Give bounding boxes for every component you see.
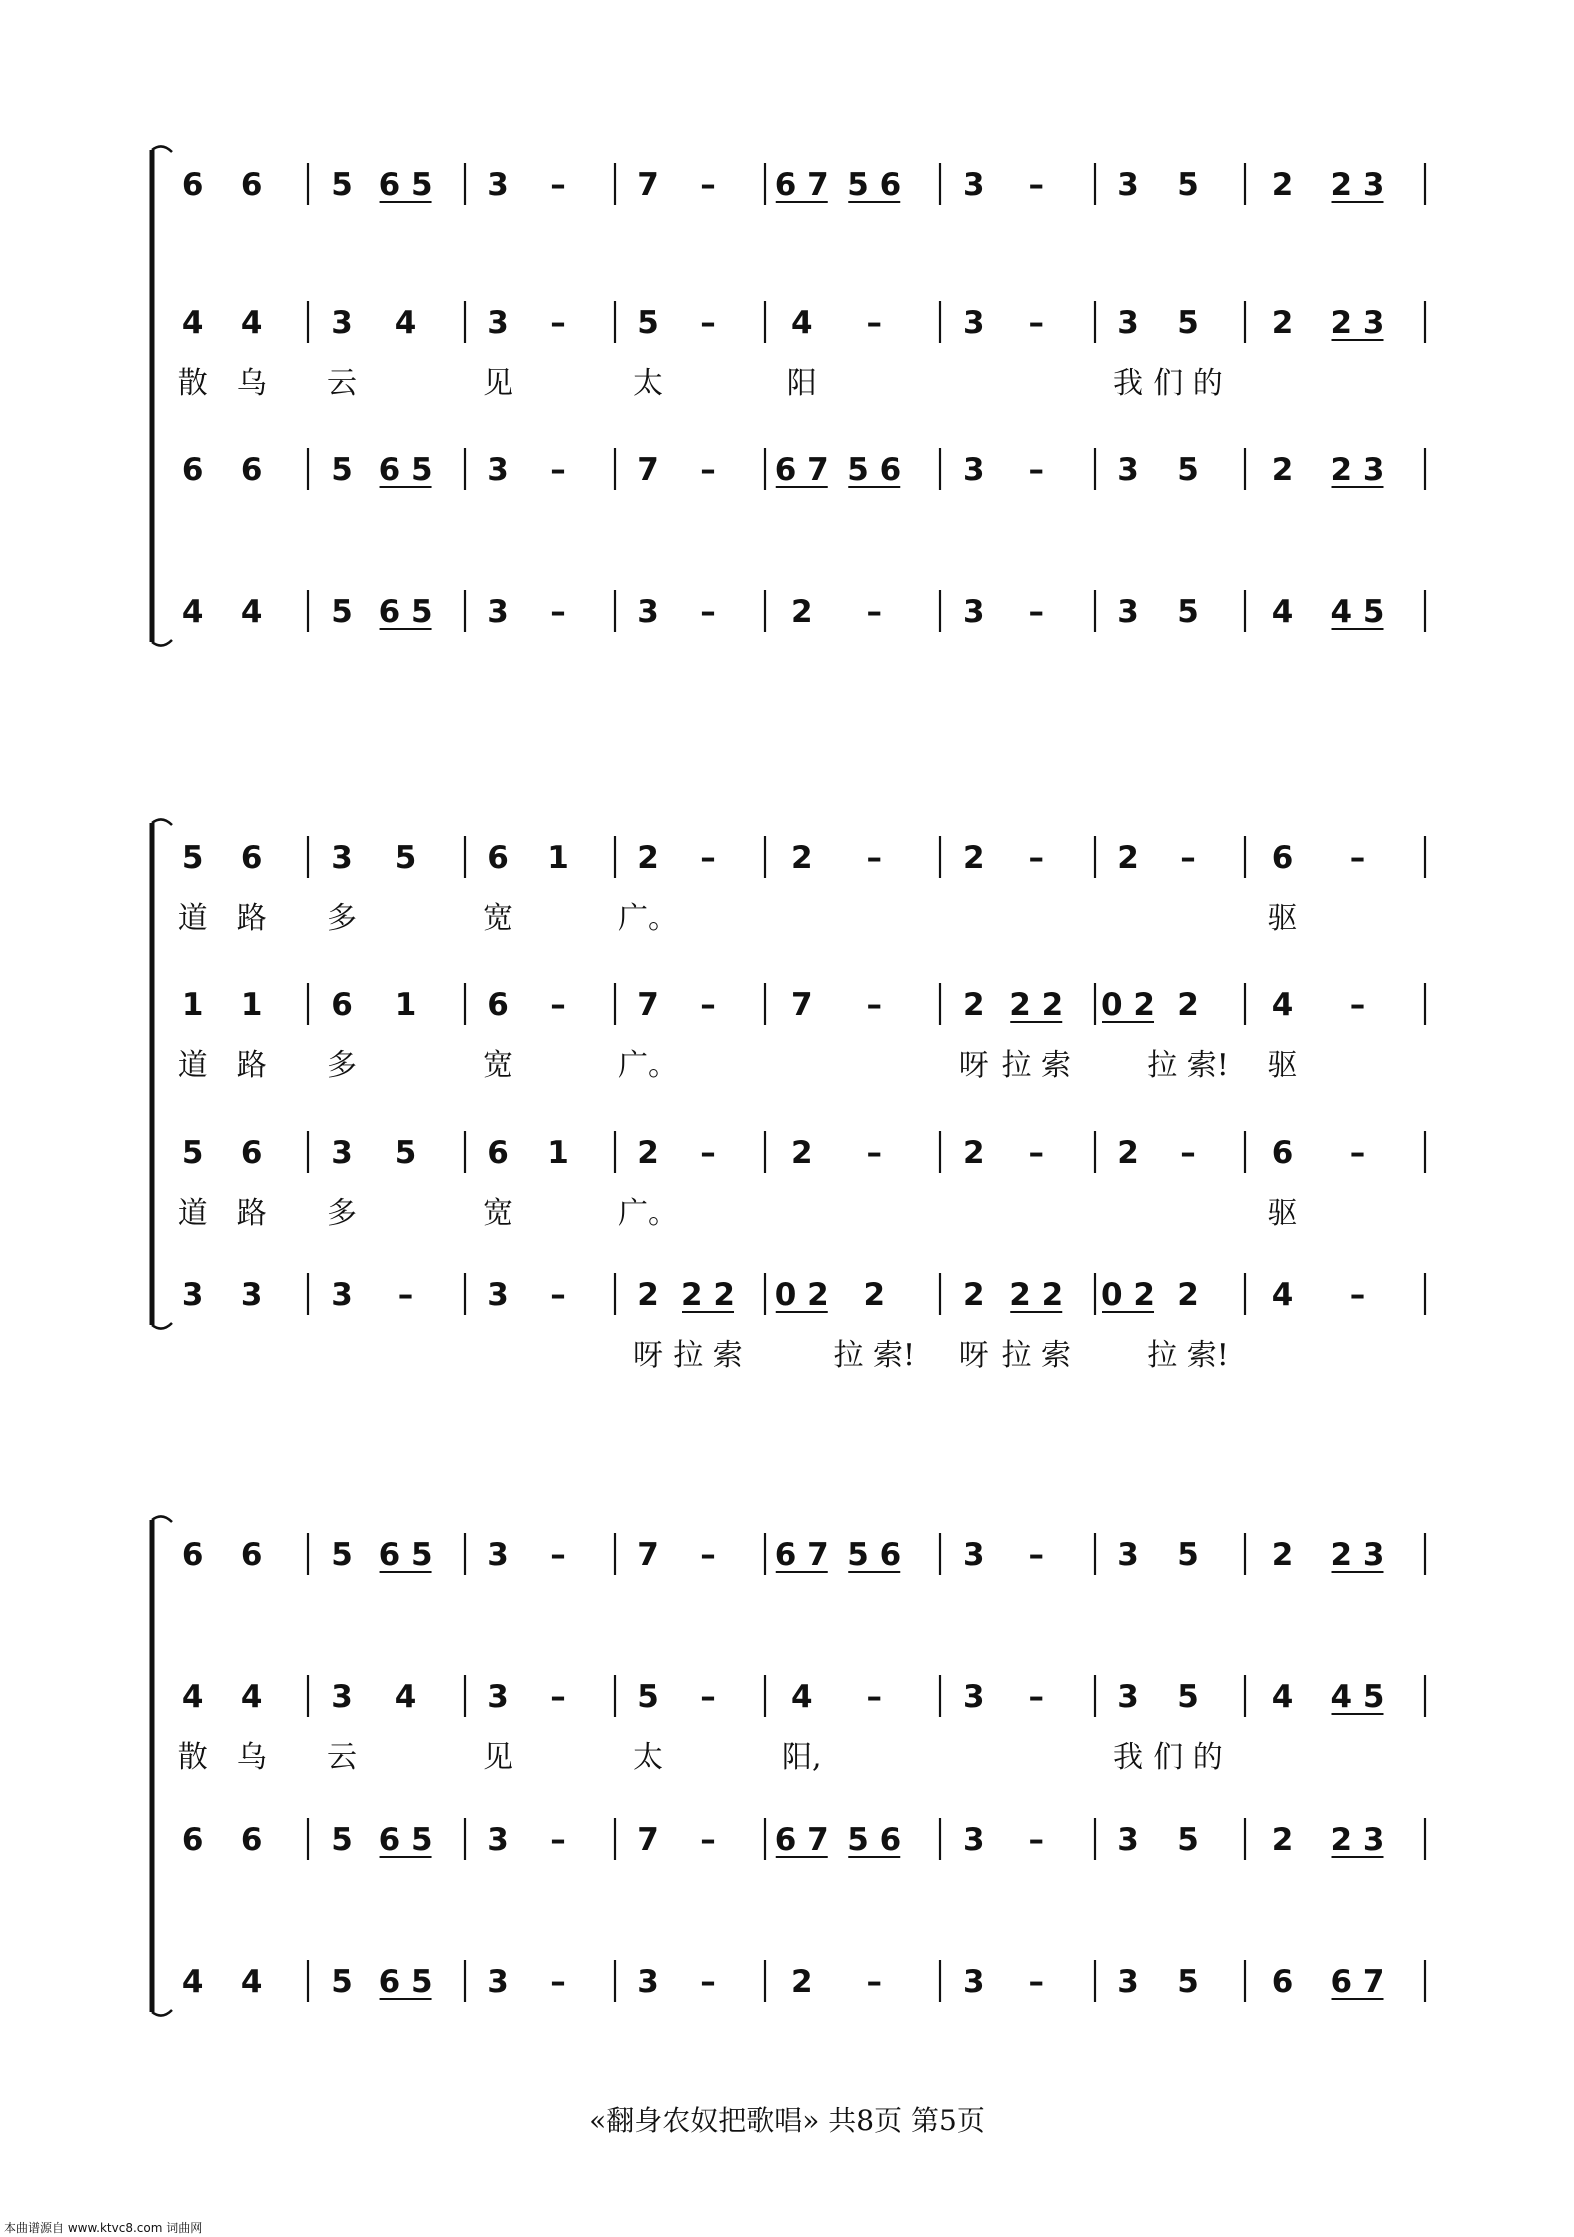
note-beat: 4 <box>394 1679 417 1715</box>
lyric-syllable: 多 <box>327 901 358 936</box>
note-beat: 3 <box>962 1537 985 1573</box>
note-beat: – <box>1028 452 1044 488</box>
note-beat: 6 <box>240 1537 263 1573</box>
note-beat: – <box>1028 1822 1044 1858</box>
note-beat: 2 <box>962 1135 985 1171</box>
note-beat: – <box>1349 987 1366 1023</box>
note-beat: 6 7 <box>774 1537 829 1573</box>
note-beat: – <box>550 452 566 488</box>
note-beat: 5 <box>1177 1964 1199 2000</box>
bracket-hook-bottom <box>152 1323 172 1329</box>
note-beat: 6 <box>240 167 263 203</box>
staff-4 <box>182 590 1425 632</box>
lyric-syllable: 道 <box>177 1048 208 1083</box>
note-beat: 2 3 <box>1330 167 1385 203</box>
note-beat: – <box>550 987 566 1023</box>
lyric-syllable: 乌 <box>236 1740 267 1775</box>
note-beat: – <box>866 305 882 341</box>
note-beat: 6 <box>1271 1135 1294 1171</box>
note-beat: 3 <box>487 1679 509 1715</box>
note-beat: – <box>700 840 716 876</box>
note-beat: – <box>700 1679 716 1715</box>
staff-1 <box>178 836 1425 936</box>
lyric-syllable: 呀 <box>958 1048 989 1083</box>
note-beat: 6 5 <box>378 1964 433 2000</box>
note-beat: – <box>700 452 716 488</box>
lyric-syllable: 乌 <box>236 366 267 401</box>
note-beat: 6 <box>1271 1964 1294 2000</box>
note-beat: 2 3 <box>1330 452 1385 488</box>
note-beat: 3 <box>181 1277 204 1313</box>
note-beat: 2 3 <box>1330 1822 1385 1858</box>
note-beat: – <box>1028 1537 1044 1573</box>
lyric-syllable: 广。 <box>618 901 678 936</box>
note-beat: 6 <box>240 1135 263 1171</box>
note-beat: 3 <box>962 305 985 341</box>
note-beat: 3 <box>1117 1822 1139 1858</box>
note-beat: 5 <box>331 1964 353 2000</box>
lyric-syllable: 拉 索 <box>1001 1048 1072 1083</box>
staff-4 <box>182 1273 1425 1373</box>
note-beat: 2 <box>790 594 813 630</box>
note-beat: 5 <box>637 305 659 341</box>
lyric-syllable: 呀 <box>633 1338 663 1373</box>
note-beat: 7 <box>637 167 659 203</box>
note-beat: 6 5 <box>378 1537 433 1573</box>
note-beat: – <box>866 987 882 1023</box>
note-beat: 3 <box>962 1822 985 1858</box>
note-beat: 4 <box>181 594 204 630</box>
staff-2 <box>178 301 1425 401</box>
note-beat: 4 <box>1271 594 1294 630</box>
staff-3 <box>182 1818 1425 1860</box>
note-beat: 5 6 <box>847 452 902 488</box>
note-beat: – <box>866 1135 882 1171</box>
note-beat: 3 <box>331 305 353 341</box>
note-beat: 2 <box>962 1277 985 1313</box>
staff-2 <box>178 983 1425 1083</box>
note-beat: 2 <box>962 840 985 876</box>
note-beat: 3 <box>331 840 353 876</box>
note-beat: 1 <box>547 1135 569 1171</box>
lyric-syllable: 散 <box>177 366 208 401</box>
note-beat: 4 5 <box>1330 594 1385 630</box>
lyric-syllable: 呀 <box>958 1338 989 1373</box>
note-beat: 6 5 <box>378 452 433 488</box>
note-beat: 3 <box>487 167 509 203</box>
lyric-syllable: 我 <box>1113 1740 1143 1775</box>
note-beat: 2 <box>863 1277 886 1313</box>
note-beat: 0 2 <box>1101 987 1155 1023</box>
staff-4 <box>182 1960 1425 2002</box>
note-beat: 2 <box>637 1135 659 1171</box>
note-beat: 4 <box>1271 987 1294 1023</box>
note-beat: 3 <box>1117 305 1139 341</box>
bracket-hook-top <box>152 146 172 152</box>
note-beat: 2 <box>790 840 813 876</box>
note-beat: 5 6 <box>847 1822 902 1858</box>
note-beat: 5 <box>394 840 417 876</box>
lyric-syllable: 道 <box>177 1196 208 1231</box>
note-beat: 5 <box>1177 452 1199 488</box>
note-beat: 5 <box>331 1822 353 1858</box>
note-beat: 3 <box>487 594 509 630</box>
note-beat: 5 <box>1177 1822 1199 1858</box>
note-beat: 3 <box>240 1277 263 1313</box>
bracket-hook-top <box>152 1516 172 1522</box>
note-beat: – <box>550 167 566 203</box>
note-beat: 5 <box>1177 305 1199 341</box>
note-beat: 6 <box>1271 840 1294 876</box>
note-beat: 5 6 <box>847 1537 902 1573</box>
note-beat: 4 <box>240 1679 263 1715</box>
lyric-syllable: 广。 <box>618 1196 678 1231</box>
note-beat: – <box>550 1679 566 1715</box>
note-beat: 3 <box>962 1964 985 2000</box>
note-beat: 0 2 <box>774 1277 829 1313</box>
note-beat: 6 <box>487 987 509 1023</box>
note-beat: 3 <box>487 1822 509 1858</box>
note-beat: 6 5 <box>378 594 433 630</box>
lyric-syllable: 散 <box>177 1740 208 1775</box>
note-beat: – <box>550 305 566 341</box>
note-beat: 4 <box>394 305 417 341</box>
note-beat: 6 <box>487 1135 509 1171</box>
note-beat: 5 <box>331 1537 353 1573</box>
note-beat: – <box>550 1537 566 1573</box>
note-beat: 5 <box>1177 1537 1199 1573</box>
note-beat: – <box>1349 840 1366 876</box>
note-beat: 6 7 <box>774 167 829 203</box>
note-beat: 1 <box>181 987 204 1023</box>
note-beat: 7 <box>637 452 659 488</box>
note-beat: 1 <box>547 840 569 876</box>
bracket-hook-top <box>152 819 172 825</box>
note-beat: 6 <box>181 167 204 203</box>
lyric-syllable: 云 <box>327 366 358 401</box>
note-beat: 4 <box>790 305 813 341</box>
lyric-syllable: 我 <box>1113 366 1143 401</box>
note-beat: – <box>700 594 716 630</box>
lyric-syllable: 多 <box>327 1048 358 1083</box>
note-beat: – <box>866 1679 882 1715</box>
note-beat: 5 <box>181 840 204 876</box>
note-beat: 5 <box>1177 1679 1199 1715</box>
note-beat: 5 <box>331 594 353 630</box>
note-beat: 2 <box>1271 452 1294 488</box>
lyric-syllable: 阳, <box>781 1740 822 1775</box>
staff-3 <box>182 448 1425 490</box>
note-beat: 4 <box>181 1679 204 1715</box>
note-beat: 3 <box>487 452 509 488</box>
note-beat: 7 <box>637 987 659 1023</box>
note-beat: 3 <box>962 594 985 630</box>
lyric-syllable: 路 <box>236 901 267 936</box>
bracket-hook-bottom <box>152 640 172 646</box>
note-beat: 6 <box>487 840 509 876</box>
note-beat: 2 3 <box>1330 1537 1385 1573</box>
note-beat: 5 <box>1177 594 1199 630</box>
note-beat: – <box>550 1277 566 1313</box>
lyric-syllable: 太 <box>633 1740 663 1775</box>
note-beat: 2 <box>1117 840 1139 876</box>
note-beat: 6 5 <box>378 167 433 203</box>
note-beat: 2 2 <box>681 1277 735 1313</box>
system-1 <box>152 146 1425 645</box>
note-beat: 3 <box>1117 452 1139 488</box>
note-beat: 2 <box>1271 1822 1294 1858</box>
note-beat: 2 3 <box>1330 305 1385 341</box>
lyric-syllable: 广。 <box>618 1048 678 1083</box>
note-beat: 2 <box>637 840 659 876</box>
note-beat: 6 5 <box>378 1822 433 1858</box>
lyric-syllable: 驱 <box>1267 901 1298 936</box>
staff-1 <box>182 1533 1425 1575</box>
note-beat: – <box>866 1964 882 2000</box>
note-beat: 4 <box>181 305 204 341</box>
note-beat: – <box>1028 840 1044 876</box>
lyric-syllable: 路 <box>236 1196 267 1231</box>
note-beat: 2 <box>1271 167 1294 203</box>
note-beat: 7 <box>637 1822 659 1858</box>
note-beat: – <box>700 1822 716 1858</box>
note-beat: 4 <box>181 1964 204 2000</box>
system-3 <box>152 1516 1425 2015</box>
staff-3 <box>178 1131 1425 1231</box>
note-beat: 6 <box>181 452 204 488</box>
lyric-syllable: 多 <box>327 1196 358 1231</box>
note-beat: 5 <box>331 167 353 203</box>
note-beat: 5 <box>637 1679 659 1715</box>
note-beat: 1 <box>394 987 417 1023</box>
lyric-syllable: 宽 <box>483 1196 513 1231</box>
note-beat: – <box>1028 167 1044 203</box>
note-beat: 2 <box>637 1277 659 1313</box>
note-beat: 3 <box>487 305 509 341</box>
note-beat: 5 <box>181 1135 204 1171</box>
note-beat: 4 <box>1271 1679 1294 1715</box>
note-beat: – <box>866 840 882 876</box>
note-beat: 5 <box>331 452 353 488</box>
note-beat: 2 <box>790 1964 813 2000</box>
lyric-syllable: 驱 <box>1267 1048 1298 1083</box>
note-beat: 4 <box>240 1964 263 2000</box>
note-beat: 3 <box>637 594 659 630</box>
note-beat: – <box>700 987 716 1023</box>
note-beat: 6 <box>240 1822 263 1858</box>
note-beat: 0 2 <box>1101 1277 1155 1313</box>
note-beat: 3 <box>1117 594 1139 630</box>
note-beat: 3 <box>331 1277 353 1313</box>
note-beat: 6 <box>240 840 263 876</box>
note-beat: 4 <box>1271 1277 1294 1313</box>
note-beat: 3 <box>962 1679 985 1715</box>
note-beat: 3 <box>637 1964 659 2000</box>
note-beat: 4 <box>240 305 263 341</box>
lyric-syllable: 驱 <box>1267 1196 1298 1231</box>
note-beat: 3 <box>331 1135 353 1171</box>
note-beat: 6 7 <box>1330 1964 1385 2000</box>
lyric-syllable: 宽 <box>483 901 513 936</box>
note-beat: 6 7 <box>774 1822 829 1858</box>
lyric-syllable: 太 <box>633 366 663 401</box>
note-beat: 6 <box>331 987 353 1023</box>
note-beat: 5 <box>394 1135 417 1171</box>
bracket-hook-bottom <box>152 2010 172 2016</box>
lyric-syllable: 宽 <box>483 1048 513 1083</box>
source-credit: 本曲谱源自 www.ktvc8.com 词曲网 <box>4 2221 203 2235</box>
note-beat: – <box>866 594 882 630</box>
note-beat: 3 <box>1117 1964 1139 2000</box>
note-beat: – <box>1180 840 1196 876</box>
note-beat: 2 <box>1271 305 1294 341</box>
note-beat: 3 <box>962 452 985 488</box>
lyric-syllable: 拉 索! <box>1147 1048 1229 1083</box>
staff-2 <box>178 1675 1425 1775</box>
note-beat: 2 <box>1117 1135 1139 1171</box>
note-beat: 3 <box>487 1537 509 1573</box>
note-beat: – <box>700 167 716 203</box>
note-beat: 2 2 <box>1009 987 1064 1023</box>
note-beat: 6 <box>181 1822 204 1858</box>
note-beat: – <box>550 1822 566 1858</box>
note-beat: – <box>1349 1135 1366 1171</box>
lyric-syllable: 见 <box>483 366 513 401</box>
note-beat: – <box>700 1135 716 1171</box>
note-beat: 2 2 <box>1009 1277 1064 1313</box>
note-beat: 5 6 <box>847 167 902 203</box>
note-beat: 2 <box>1177 1277 1199 1313</box>
lyric-syllable: 拉 索! <box>833 1338 916 1373</box>
lyric-syllable: 们 的 <box>1153 366 1223 401</box>
staff-1 <box>182 163 1425 205</box>
note-beat: 2 <box>1271 1537 1294 1573</box>
system-2 <box>152 819 1425 1373</box>
note-beat: – <box>1180 1135 1196 1171</box>
note-beat: 2 <box>790 1135 813 1171</box>
note-beat: – <box>1349 1277 1366 1313</box>
note-beat: – <box>700 1537 716 1573</box>
note-beat: 3 <box>331 1679 353 1715</box>
note-beat: 1 <box>240 987 263 1023</box>
page-footer: «翻身农奴把歌唱» 共8页 第5页 <box>589 2104 985 2137</box>
note-beat: – <box>1028 1964 1044 2000</box>
note-beat: 4 <box>240 594 263 630</box>
note-beat: 7 <box>790 987 813 1023</box>
lyric-syllable: 们 的 <box>1153 1740 1223 1775</box>
note-beat: 3 <box>1117 1679 1139 1715</box>
note-beat: – <box>700 1964 716 2000</box>
note-beat: 2 <box>962 987 985 1023</box>
lyric-syllable: 路 <box>236 1048 267 1083</box>
note-beat: – <box>550 594 566 630</box>
note-beat: – <box>1028 1679 1044 1715</box>
note-beat: 7 <box>637 1537 659 1573</box>
note-beat: 3 <box>1117 1537 1139 1573</box>
lyric-syllable: 云 <box>327 1740 358 1775</box>
note-beat: – <box>700 305 716 341</box>
note-beat: 6 <box>240 452 263 488</box>
lyric-syllable: 拉 索 <box>673 1338 743 1373</box>
note-beat: 6 7 <box>774 452 829 488</box>
note-beat: 4 5 <box>1330 1679 1385 1715</box>
note-beat: 3 <box>487 1277 509 1313</box>
note-beat: – <box>1028 305 1044 341</box>
lyric-syllable: 见 <box>483 1740 513 1775</box>
note-beat: – <box>1028 1135 1044 1171</box>
note-beat: 3 <box>1117 167 1139 203</box>
note-beat: – <box>1028 594 1044 630</box>
note-beat: 3 <box>962 167 985 203</box>
note-beat: 2 <box>1177 987 1199 1023</box>
lyric-syllable: 拉 索 <box>1001 1338 1072 1373</box>
note-beat: – <box>550 1964 566 2000</box>
lyric-syllable: 拉 索! <box>1147 1338 1229 1373</box>
note-beat: 6 <box>181 1537 204 1573</box>
note-beat: 5 <box>1177 167 1199 203</box>
lyric-syllable: 道 <box>177 901 208 936</box>
note-beat: 3 <box>487 1964 509 2000</box>
lyric-syllable: 阳 <box>786 366 817 401</box>
note-beat: – <box>397 1277 414 1313</box>
note-beat: 4 <box>790 1679 813 1715</box>
